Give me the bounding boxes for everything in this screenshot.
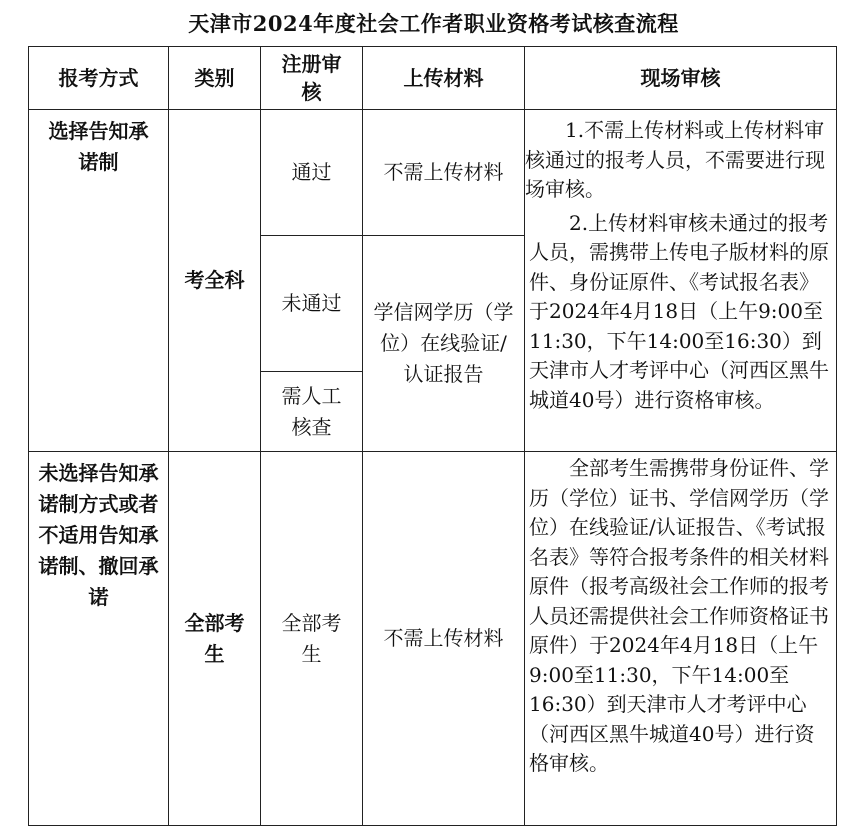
commitment-category: 考全科 bbox=[169, 110, 261, 452]
no-commitment-method-cell bbox=[29, 452, 169, 826]
header-registration-review bbox=[261, 47, 363, 110]
no-commitment-upload: 不需上传材料 bbox=[363, 452, 525, 826]
header-registration-review-text: 注册审核 bbox=[281, 52, 342, 104]
commitment-onsite-p2: 2.上传材料审核未通过的报考人员，需携带上传电子版材料的原件、身份证原件、《考试报名表》于2024年4月18日（上午9:00至11:30，下午14:00至16:30）到天津市人才考评中心（河西区黑牛城道40号）进行资格审核。 bbox=[529, 210, 829, 412]
commitment-method: 选择告知承诺制 bbox=[48, 119, 149, 174]
process-table bbox=[28, 46, 837, 826]
table-row bbox=[29, 110, 837, 236]
no-commitment-category-cell bbox=[169, 452, 261, 826]
commitment-onsite-cell bbox=[525, 110, 837, 452]
header-upload-materials: 上传材料 bbox=[363, 47, 525, 110]
no-commitment-status: 全部考生 bbox=[281, 610, 342, 666]
commitment-onsite-p1: 1.不需上传材料或上传材料审核通过的报考人员，不需要进行现场审核。 bbox=[525, 118, 825, 201]
table-row bbox=[29, 452, 837, 826]
header-onsite-review: 现场审核 bbox=[525, 47, 837, 110]
no-commitment-onsite: 全部考生需携带身份证件、学历（学位）证书、学信网学历（学位）在线验证/认证报告、《考试报名表》等符合报考条件的相关材料原件（报考高级社会工作师的报考人员还需提供社会工作师资格证书原件）于2024年4月18日（上午9:00至11:30，下午14:00至16:30）到天津市人才考评中心（河西区黑牛城道40号）进行资格审核。 bbox=[529, 456, 829, 775]
page-title: 天津市2024年度社会工作者职业资格考试核查流程 bbox=[188, 11, 679, 36]
commitment-method-cell bbox=[29, 110, 169, 452]
no-commitment-status-cell bbox=[261, 452, 363, 826]
pass-upload: 不需上传材料 bbox=[363, 110, 525, 236]
header-method: 报考方式 bbox=[29, 47, 169, 110]
fail-upload: 学信网学历（学位）在线验证/认证报告 bbox=[373, 300, 514, 386]
manual-status: 需人工核查 bbox=[281, 383, 342, 439]
header-row bbox=[29, 47, 837, 110]
fail-upload-cell bbox=[363, 236, 525, 452]
fail-status: 未通过 bbox=[261, 236, 363, 372]
header-category: 类别 bbox=[169, 47, 261, 110]
no-commitment-category: 全部考生 bbox=[184, 610, 245, 666]
no-commitment-method: 未选择告知承诺制方式或者不适用告知承诺制、撤回承诺 bbox=[38, 461, 159, 609]
pass-status: 通过 bbox=[261, 110, 363, 236]
no-commitment-onsite-cell bbox=[525, 452, 837, 826]
manual-status-cell bbox=[261, 372, 363, 452]
